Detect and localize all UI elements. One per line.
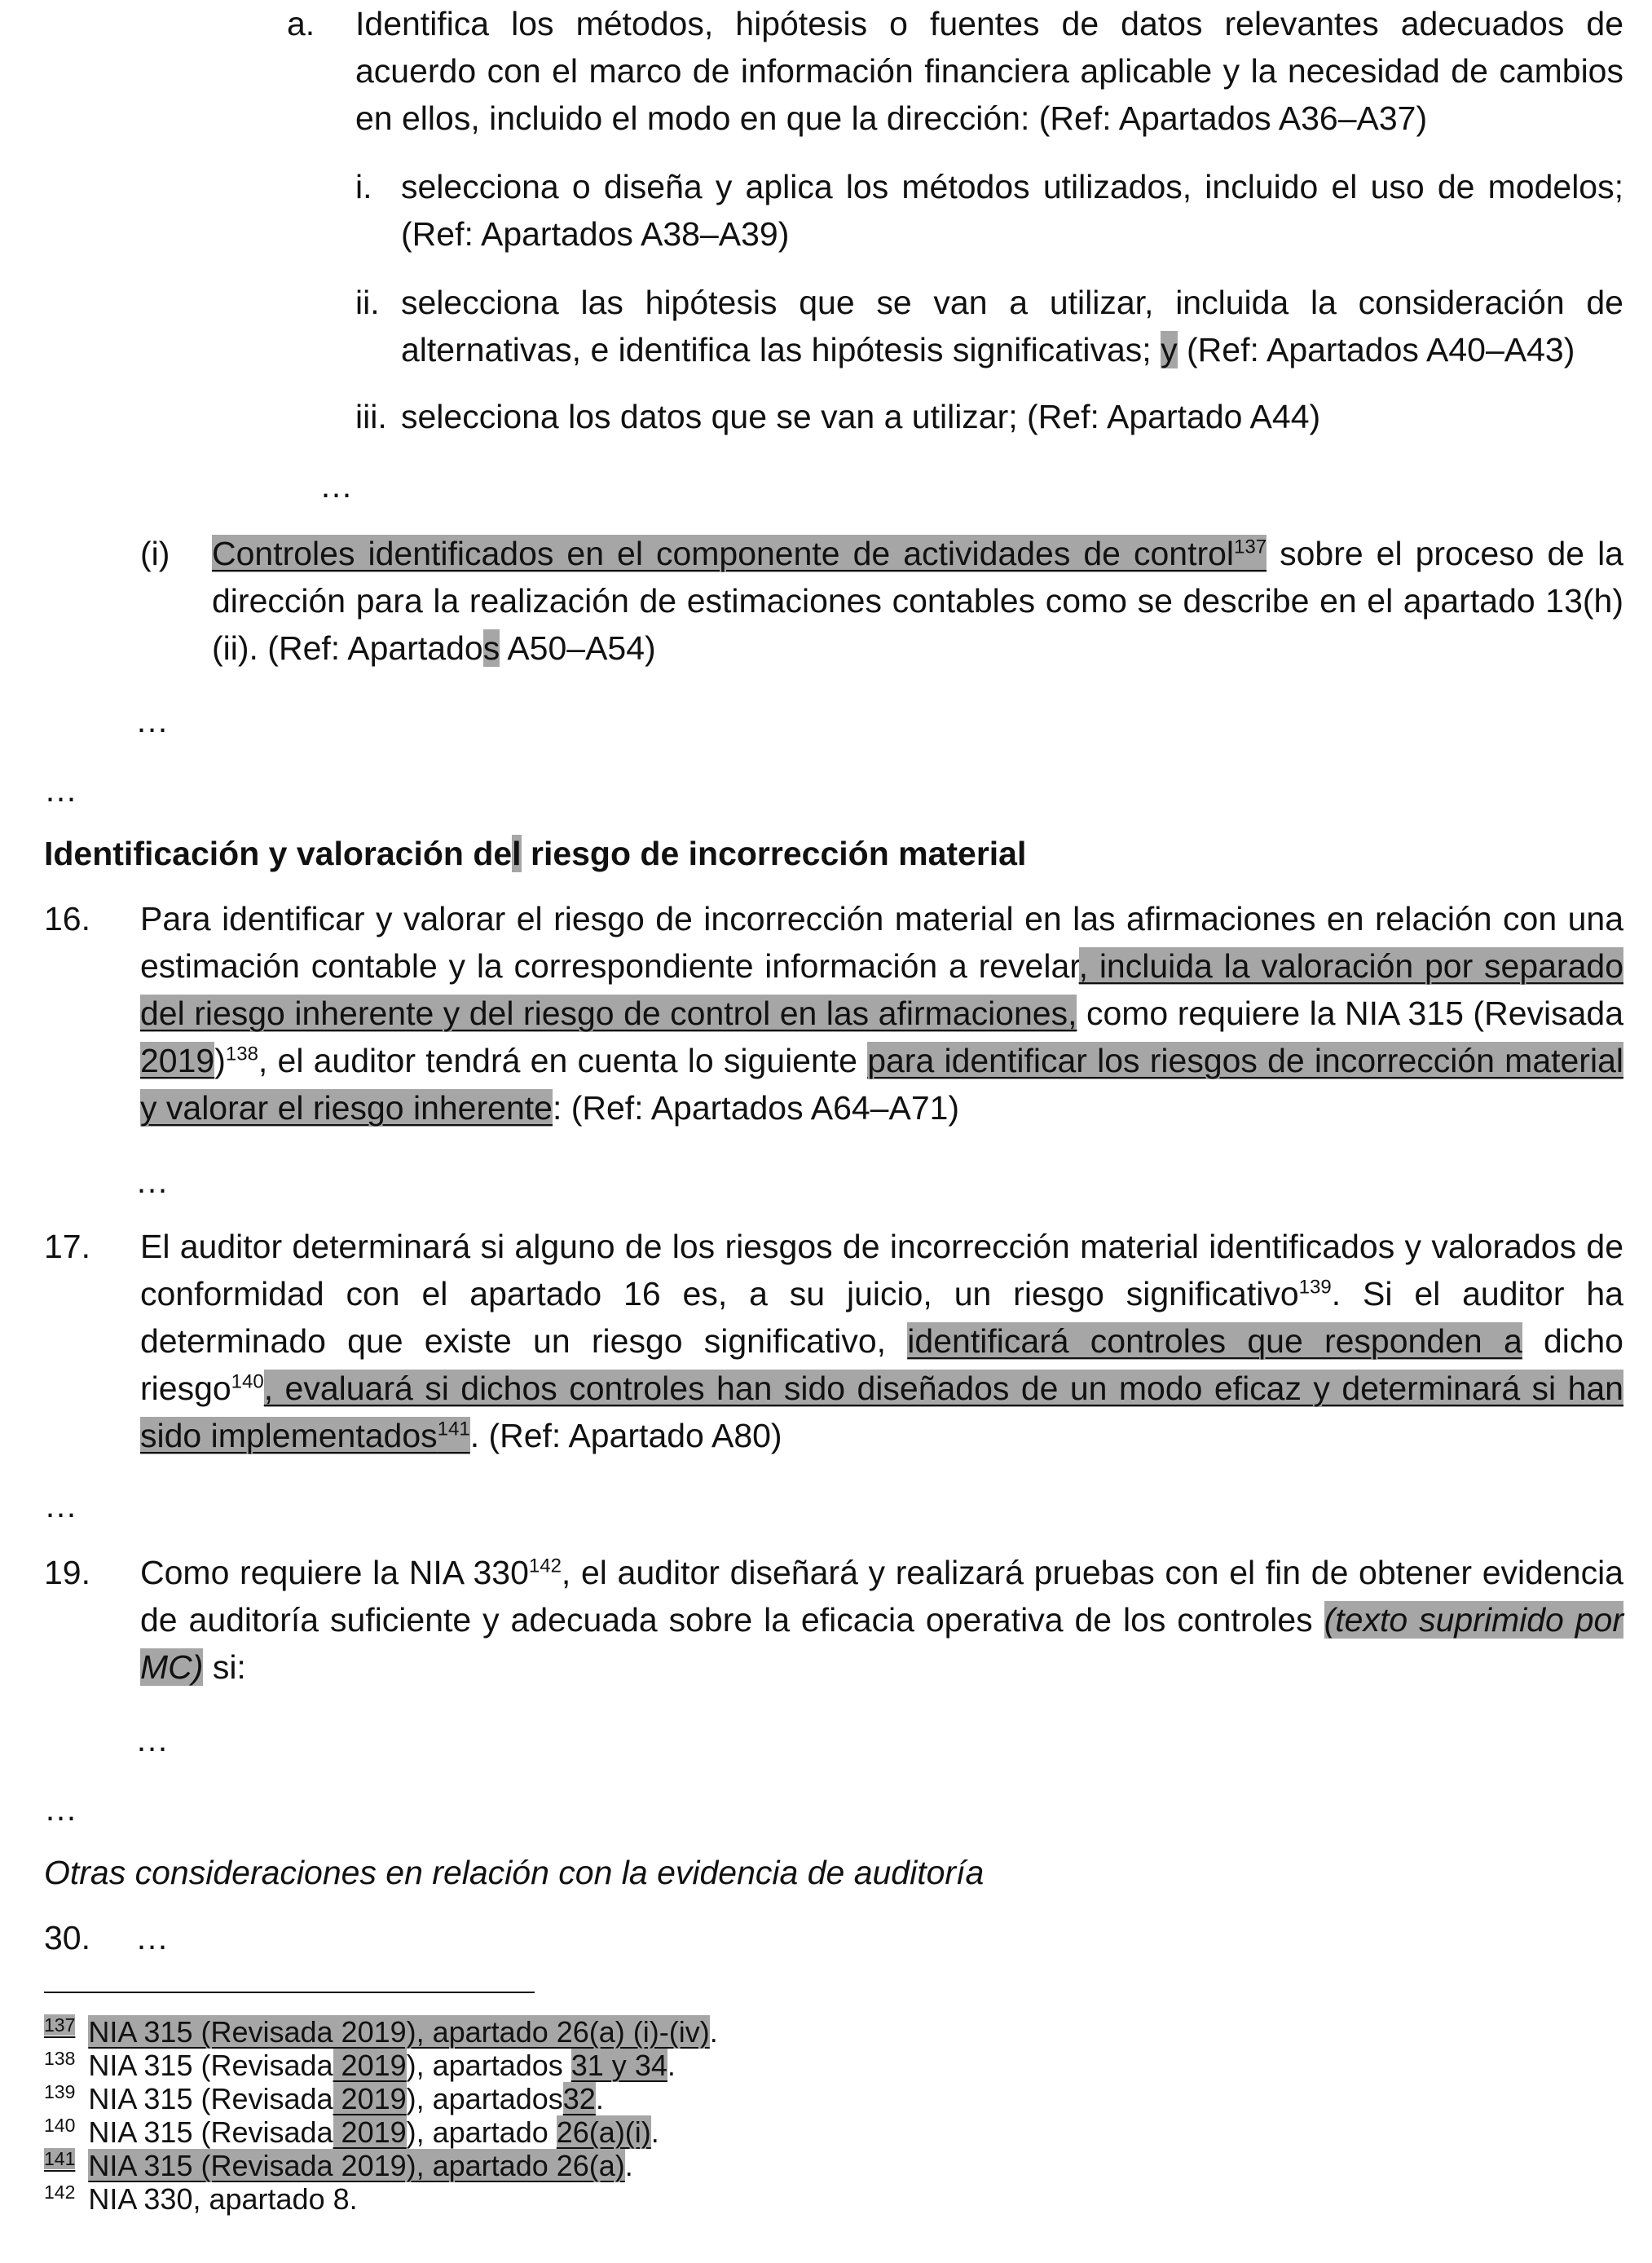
item-iii-marker: iii. — [355, 398, 387, 435]
footnote-highlight: 31 y 34 — [570, 2049, 667, 2082]
para-19-hl: (texto suprimido por MC) — [140, 1601, 1623, 1686]
footnote-text: ), apartado — [406, 2115, 557, 2149]
item-paren-i-text — [212, 530, 1623, 672]
item-paren-i-hl-s: s — [482, 629, 500, 667]
footnote-137 — [44, 2016, 718, 2049]
footnote-text: NIA 315 (Revisada — [88, 2049, 333, 2082]
para-16-number: 16. — [44, 900, 90, 937]
footnote-142 — [44, 2183, 358, 2216]
item-i-marker: i. — [355, 168, 372, 205]
controls-highlight: Controles identificados en el componente de actividades de control$^{137}$ — [212, 535, 1267, 572]
item-ii-highlight: y — [1161, 331, 1178, 368]
item-ii-ref: (Ref: Apartados A40–A43) — [1187, 331, 1575, 368]
item-a-text: Identifica los métodos, hipótesis o fuentes de datos relevantes adecuados de acuerdo con el marco de información financiera aplicable y la necesidad de cambios en ellos, incluido el modo en que la dirección: (Ref: Apartados A36–A37) — [355, 5, 1623, 137]
para-17-text: El auditor determinará si alguno de los riesgos de incorrección material identificados y valorados de conformidad con el apartado 16 es, a su juicio, un riesgo significativo$^{139}$. Si el auditor ha determinado que existe un riesgo significativo, identificará controles que responden a dicho riesgo$^{140}$, evaluará si dichos controles han sido diseñados de un modo eficaz y determinará si han sido implementados$^{141}$. (Ref: Apartado A80) — [140, 1228, 1623, 1454]
footnote-text: NIA 330, apartado 8. — [88, 2182, 358, 2216]
footnote-text: NIA 315 (Revisada — [88, 2115, 333, 2149]
item-a-marker: a. — [287, 5, 315, 42]
footnote-ref-139: 139 — [1298, 1276, 1332, 1299]
item-iii-text: selecciona los datos que se van a utilizar; (Ref: Apartado A44) — [401, 398, 1321, 435]
footnote-number: 141 — [44, 2148, 76, 2169]
subheading: Otras consideraciones en relación con la evidencia de auditoría — [44, 1854, 985, 1891]
para-16-hl-year: 2019 — [140, 1042, 215, 1079]
footnote-138 — [44, 2049, 676, 2082]
footnote-140 — [44, 2116, 659, 2149]
footnote-number: 139 — [44, 2081, 76, 2102]
para-19-text: Como requiere la NIA $330^{142}$, el auditor diseñará y realizará pruebas con el fin de obtener evidencia de auditoría suficiente y adecuada sobre la eficacia operativa de los controles (texto suprimido por MC) si: — [140, 1554, 1623, 1686]
footnote-text: . — [595, 2082, 604, 2115]
footnote-text: . — [667, 2049, 676, 2082]
footnote-text: . — [650, 2115, 659, 2149]
para-30-text: … — [135, 1919, 169, 1956]
footnote-number: 142 — [44, 2181, 76, 2203]
footnote-ref-137: 137 — [1234, 536, 1267, 558]
footnote-number: 137 — [44, 2014, 76, 2036]
footnote-highlight: 2019 — [333, 2049, 407, 2082]
footnote-highlight: 32 — [562, 2082, 596, 2115]
item-paren-i-marker: (i) — [140, 535, 170, 572]
ellipsis-1: … — [319, 467, 353, 505]
footnote-text: . — [709, 2015, 718, 2049]
footnote-highlight: 2019 — [333, 2115, 407, 2149]
footnote-text: . — [624, 2149, 633, 2182]
footnote-ref-141: 141 — [437, 1418, 470, 1440]
footnote-ref-140: 140 — [231, 1370, 264, 1393]
footnote-number: 140 — [44, 2115, 76, 2136]
ellipsis-2: … — [135, 702, 169, 739]
item-ii-text — [401, 279, 1623, 373]
footnote-ref-142: 142 — [528, 1555, 562, 1577]
footnote-text: ), apartados — [406, 2049, 571, 2082]
footnote-139 — [44, 2083, 604, 2115]
footnote-text: NIA 315 (Revisada — [88, 2082, 333, 2115]
footnote-highlight: 2019 — [333, 2082, 407, 2115]
para-17-hl-2: , evaluará si dichos controles han sido diseñados de un modo eficaz y determinará si han sido implementados$^{141}$ — [140, 1370, 1623, 1454]
footnote-ref-138: 138 — [225, 1043, 258, 1065]
item-i-text — [401, 163, 1623, 258]
para-16-hl-2: para identificar los riesgos de incorrección material y valorar el riesgo inherente — [140, 1042, 1623, 1127]
footnote-highlight: NIA 315 (Revisada 2019), apartado 26(a) — [88, 2149, 625, 2182]
item-ii-body: selecciona las hipótesis que se van a utilizar, incluida la consideración de alternativas, e identifica las hipótesis significativas; — [401, 284, 1623, 368]
para-17-number: 17. — [44, 1228, 90, 1265]
para-30-number: 30. — [44, 1919, 90, 1956]
para-16-text: Para identificar y valorar el riesgo de incorrección material en las afirmaciones en relación con una estimación contable y la correspondiente información a revelar, incluida la valoración por separado del riesgo inherente y del riesgo de control en las afirmaciones, como requiere la NIA 315 (Revisada 2019)$^{138}$, el auditor tendrá en cuenta lo siguiente para identificar los riesgos de incorrección material y valorar el riesgo inherente: (Ref: Apartados A64–A71) — [140, 900, 1624, 1127]
footnote-highlight: 26(a)(i) — [556, 2115, 651, 2149]
section-heading: Identificación y valoración del riesgo de incorrección material — [44, 835, 1027, 872]
footnote-highlight: NIA 315 (Revisada 2019), apartado 26(a) (i)-(iv) — [88, 2015, 710, 2049]
footnote-141 — [44, 2150, 633, 2182]
item-ii-marker: ii. — [355, 284, 380, 321]
ellipsis-4: … — [135, 1162, 169, 1200]
para-16-hl-1: , incluida la valoración por separado del riesgo inherente y del riesgo de control en las afirmaciones, — [140, 947, 1623, 1032]
footnote-number: 138 — [44, 2048, 76, 2069]
footnote-text: ), apartados — [406, 2082, 563, 2115]
footnote-separator — [44, 1992, 535, 1993]
para-17-hl-1: identificará controles que responden a — [907, 1322, 1522, 1360]
ellipsis-5: … — [44, 1487, 77, 1524]
para-19-number: 19. — [44, 1554, 90, 1591]
ellipsis-7: … — [44, 1790, 77, 1828]
heading-highlight: l — [512, 835, 522, 872]
ellipsis-6: … — [135, 1721, 169, 1758]
ellipsis-3: … — [44, 771, 77, 809]
item-i-body: selecciona o diseña y aplica los métodos utilizados, incluido el uso de modelos; (Ref: Apartados A38–A39) — [401, 168, 1623, 253]
item-paren-i-body: sobre el proceso de la dirección para la realización de estimaciones contables como se describe en el apartado 13(h)(ii). (Ref: Apartado — [212, 535, 1623, 667]
item-paren-i-end: A50–A54) — [507, 629, 656, 667]
